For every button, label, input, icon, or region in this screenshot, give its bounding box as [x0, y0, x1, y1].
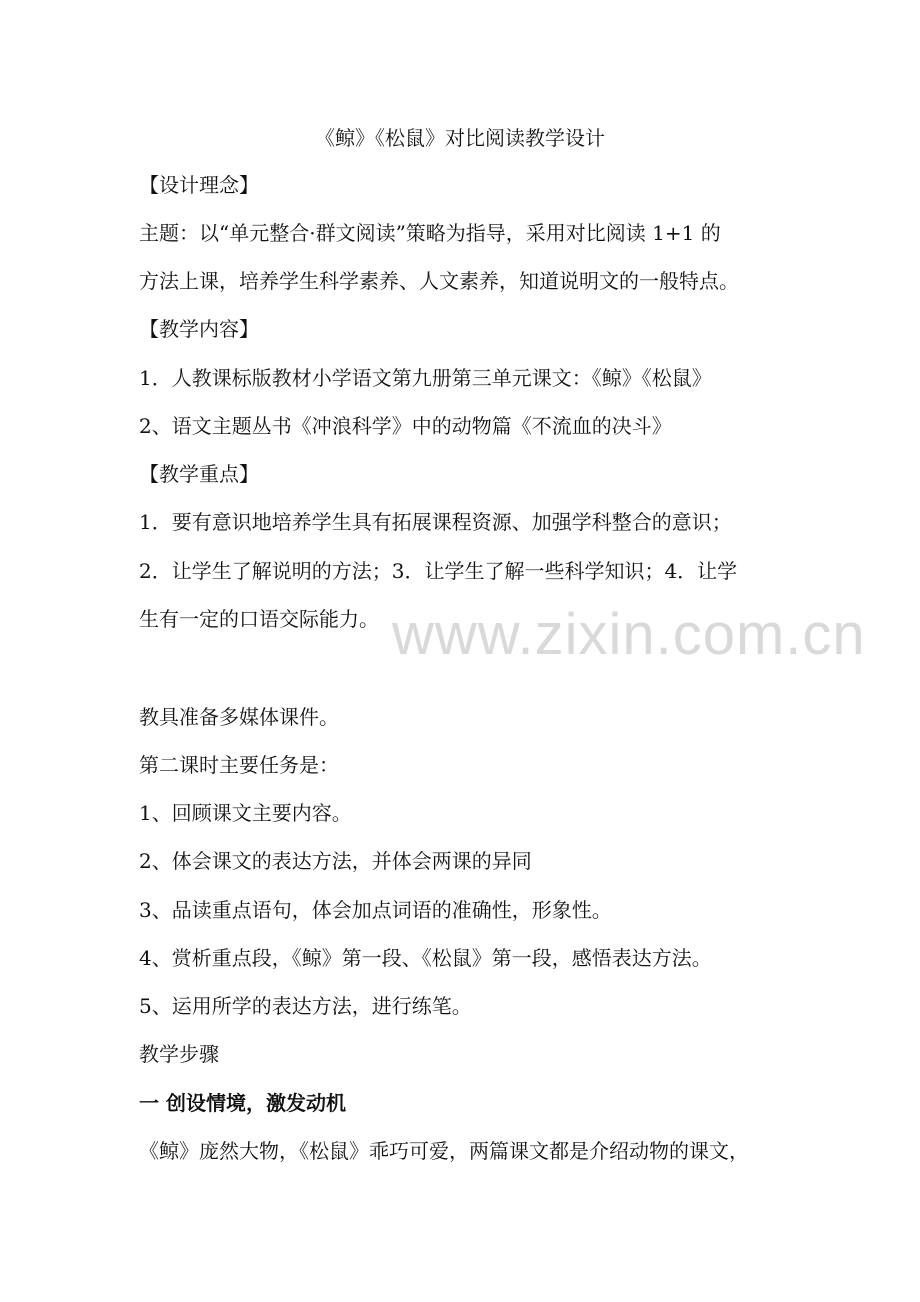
list-item: 1．要有意识地培养学生具有拓展课程资源、加强学科整合的意识； — [139, 510, 732, 534]
list-item: 5、运用所学的表达方法，进行练笔。 — [139, 994, 472, 1018]
list-item: 4、赏析重点段，《鲸》第一段、《松鼠》第一段，感悟表达方法。 — [139, 946, 712, 970]
paragraph-line: 《鲸》庞然大物，《松鼠》乖巧可爱，两篇课文都是介绍动物的课文， — [139, 1139, 749, 1163]
paragraph-line: 方法上课，培养学生科学素养、人文素养，知道说明文的一般特点。 — [139, 269, 739, 293]
list-item: 3、品读重点语句，体会加点词语的准确性，形象性。 — [139, 898, 612, 922]
list-item: 2．让学生了解说明的方法；3．让学生了解一些科学知识；4．让学 — [139, 559, 738, 583]
list-item: 2、语文主题丛书《冲浪科学》中的动物篇《不流血的决斗》 — [139, 414, 672, 438]
paragraph-line: 第二课时主要任务是： — [139, 753, 339, 777]
step-heading: 一 创设情境，激发动机 — [139, 1091, 346, 1115]
paragraph-line: 主题：以“单元整合·群文阅读”策略为指导，采用对比阅读 1+1 的 — [139, 221, 721, 245]
section-heading-teaching-steps: 教学步骤 — [139, 1042, 219, 1066]
section-heading-teaching-content: 【教学内容】 — [139, 317, 259, 341]
paragraph-line: 教具准备多媒体课件。 — [139, 705, 339, 729]
section-heading-teaching-focus: 【教学重点】 — [139, 462, 259, 486]
list-item: 1．人教课标版教材小学语文第九册第三单元课文：《鲸》《松鼠》 — [139, 366, 712, 390]
section-heading-design-concept: 【设计理念】 — [139, 173, 259, 197]
list-item: 2、体会课文的表达方法，并体会两课的异同 — [139, 849, 532, 873]
document-title: 《鲸》《松鼠》对比阅读教学设计 — [315, 126, 605, 150]
watermark: www.zixin.com.cn — [392, 602, 866, 667]
list-item-continuation: 生有一定的口语交际能力。 — [139, 607, 379, 631]
list-item: 1、回顾课文主要内容。 — [139, 801, 352, 825]
